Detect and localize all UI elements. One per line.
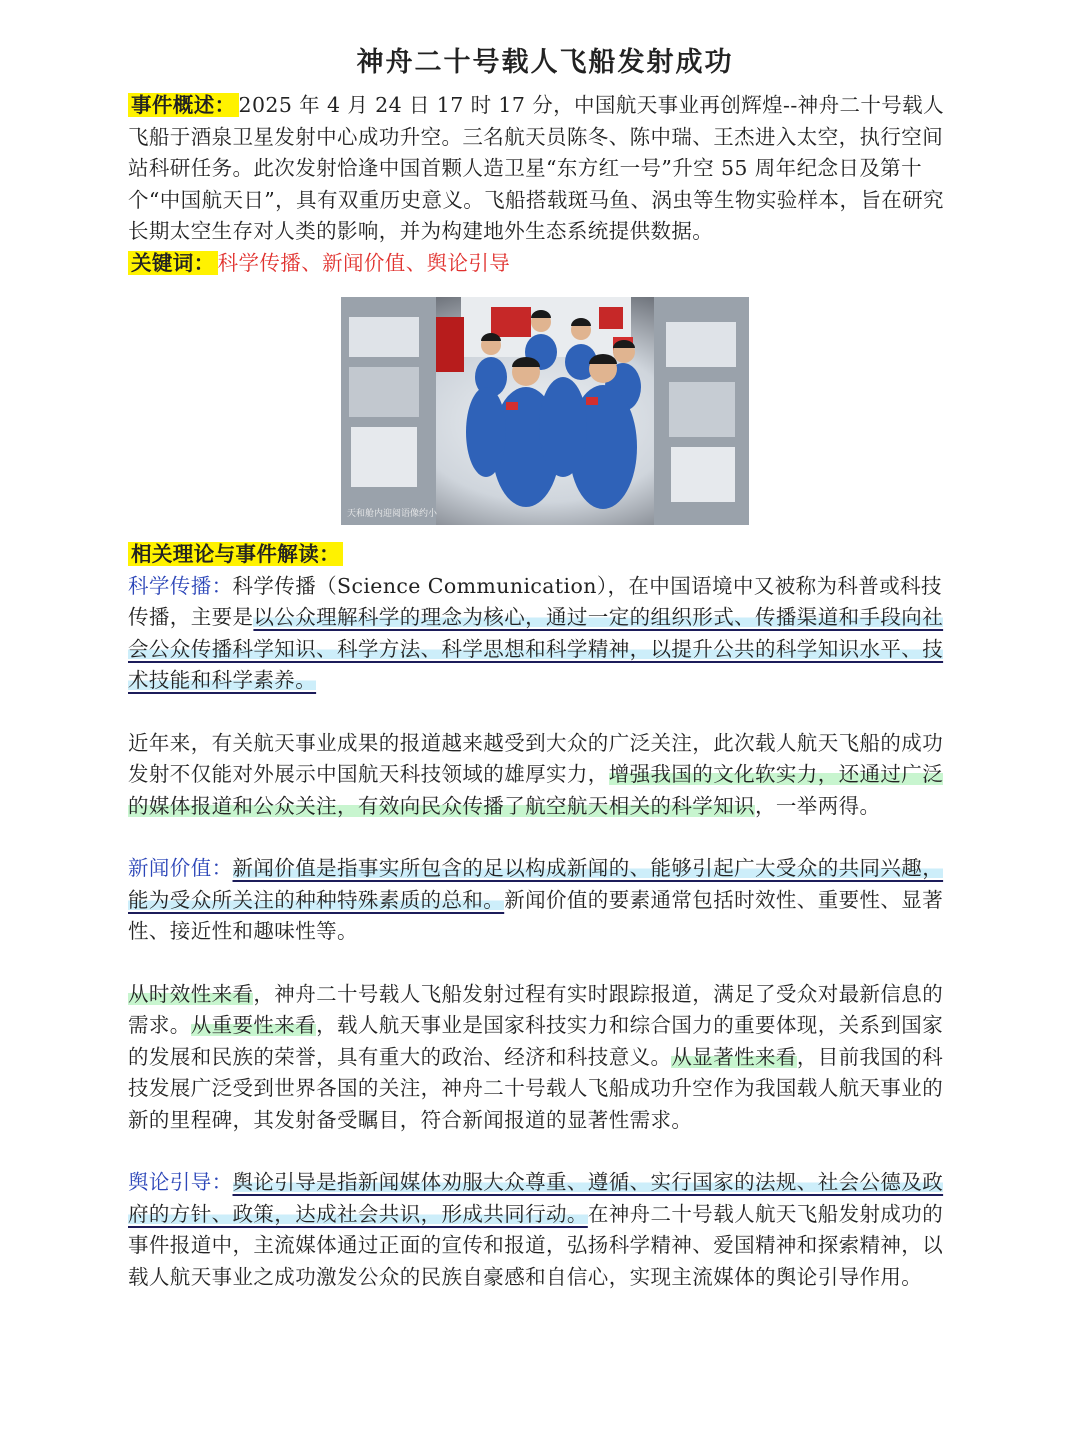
importance-highlight: 从重要性来看 [190, 1013, 317, 1037]
timeliness-text: ，神舟二十号载人飞船发射过程有实时跟踪报道，满足了受众对最新信息的需求。 [128, 981, 944, 1037]
keywords-text: 科学传播、新闻价值、舆论引导 [217, 250, 511, 275]
overview-paragraph [128, 90, 962, 248]
astronauts-illustration [341, 297, 749, 525]
photo-caption: 天和舱内迎阅语像约小 [347, 509, 438, 519]
overview-label: 事件概述： [128, 93, 239, 117]
science-term: 科学传播： [128, 573, 233, 598]
news-value-paragraph [128, 853, 962, 948]
science-analysis-paragraph [128, 728, 962, 823]
news-tail: 新闻价值的要素通常包括时效性、重要性、显著性、接近性和趣味性等。 [128, 887, 944, 943]
spacer [128, 948, 962, 979]
science-lead: 科学传播（Science Communication），在中国语境中又被称为科普或科技传播，主要是 [128, 573, 942, 629]
spacer [128, 822, 962, 853]
opinion-term: 舆论引导： [128, 1170, 233, 1194]
opinion-guidance-paragraph [128, 1167, 962, 1293]
overview-text: 2025 年 4 月 24 日 17 时 17 分，中国航天事业再创辉煌--神舟二十号载人飞船于酒泉卫星发射中心成功升空。三名航天员陈冬、陈中瑞、王杰进入太空，执行空间站科研任务。此次发射恰逢中国首颗人造卫星“东方红一号”升空 55 周年纪念日及第十个“中国航天日”，具有双重历史意义。飞船搭载斑马鱼、涡虫等生物实验样本，旨在研究长期太空生存对人类的影响，并为构建地外生态系统提供数据。 [128, 93, 944, 243]
news-definition: 新闻价值是指事实所包含的足以构成新闻的、能够引起广大受众的共同兴趣，能为受众所关注的种种特殊素质的总和。 [128, 856, 944, 912]
prominence-text: ，目前我国的科技发展广泛受到世界各国的关注，神舟二十号载人飞船成功升空作为我国载人航天事业的新的里程碑，其发射备受瞩目，符合新闻报道的显著性需求。 [128, 1044, 944, 1132]
keywords-label: 关键词： [128, 251, 218, 275]
keywords-line [128, 248, 962, 280]
science-communication-paragraph [128, 571, 962, 697]
theory-heading-line [128, 539, 962, 571]
spacer [128, 697, 962, 728]
astronauts-photo [341, 297, 749, 525]
opinion-tail: 在神舟二十号载人航天飞船发射成功的事件报道中，主流媒体通过正面的宣传和报道，弘扬科学精神、爱国精神和探索精神，以载人航天事业之成功激发公众的民族自豪感和自信心，实现主流媒体的舆论引导作用。 [128, 1201, 944, 1289]
science-definition: 以公众理解科学的理念为核心，通过一定的组织形式、传播渠道和手段向社会公众传播科学知识、科学方法、科学思想和科学精神，以提升公共的科学知识水平、技术技能和科学素养。 [128, 605, 944, 692]
photo-container [128, 297, 962, 525]
theory-heading: 相关理论与事件解读： [128, 542, 343, 566]
opinion-definition: 舆论引导是指新闻媒体劝服大众尊重、遵循、实行国家的法规、社会公德及政府的方针、政策，达成社会共识，形成共同行动。 [128, 1170, 944, 1226]
science-analysis-tail: ，一举两得。 [755, 793, 881, 818]
science-analysis-highlight: 增强我国的文化软实力，还通过广泛的媒体报道和公众关注，有效向民众传播了航空航天相关的科学知识 [128, 762, 944, 818]
spacer [128, 1136, 962, 1167]
news-analysis-paragraph [128, 979, 962, 1137]
page-title: 神舟二十号载人飞船发射成功 [356, 47, 734, 78]
science-analysis-lead: 近年来，有关航天事业成果的报道越来越受到大众的广泛关注，此次载人航天飞船的成功发射不仅能对外展示中国航天科技领域的雄厚实力， [128, 730, 944, 786]
news-term: 新闻价值： [128, 856, 233, 880]
timeliness-highlight: 从时效性来看 [128, 981, 254, 1006]
prominence-highlight: 从显著性来看 [671, 1044, 797, 1069]
importance-text: ，载人航天事业是国家科技实力和综合国力的重要体现，关系到国家的发展和民族的荣誉，具有重大的政治、经济和科技意义。 [128, 1013, 944, 1069]
